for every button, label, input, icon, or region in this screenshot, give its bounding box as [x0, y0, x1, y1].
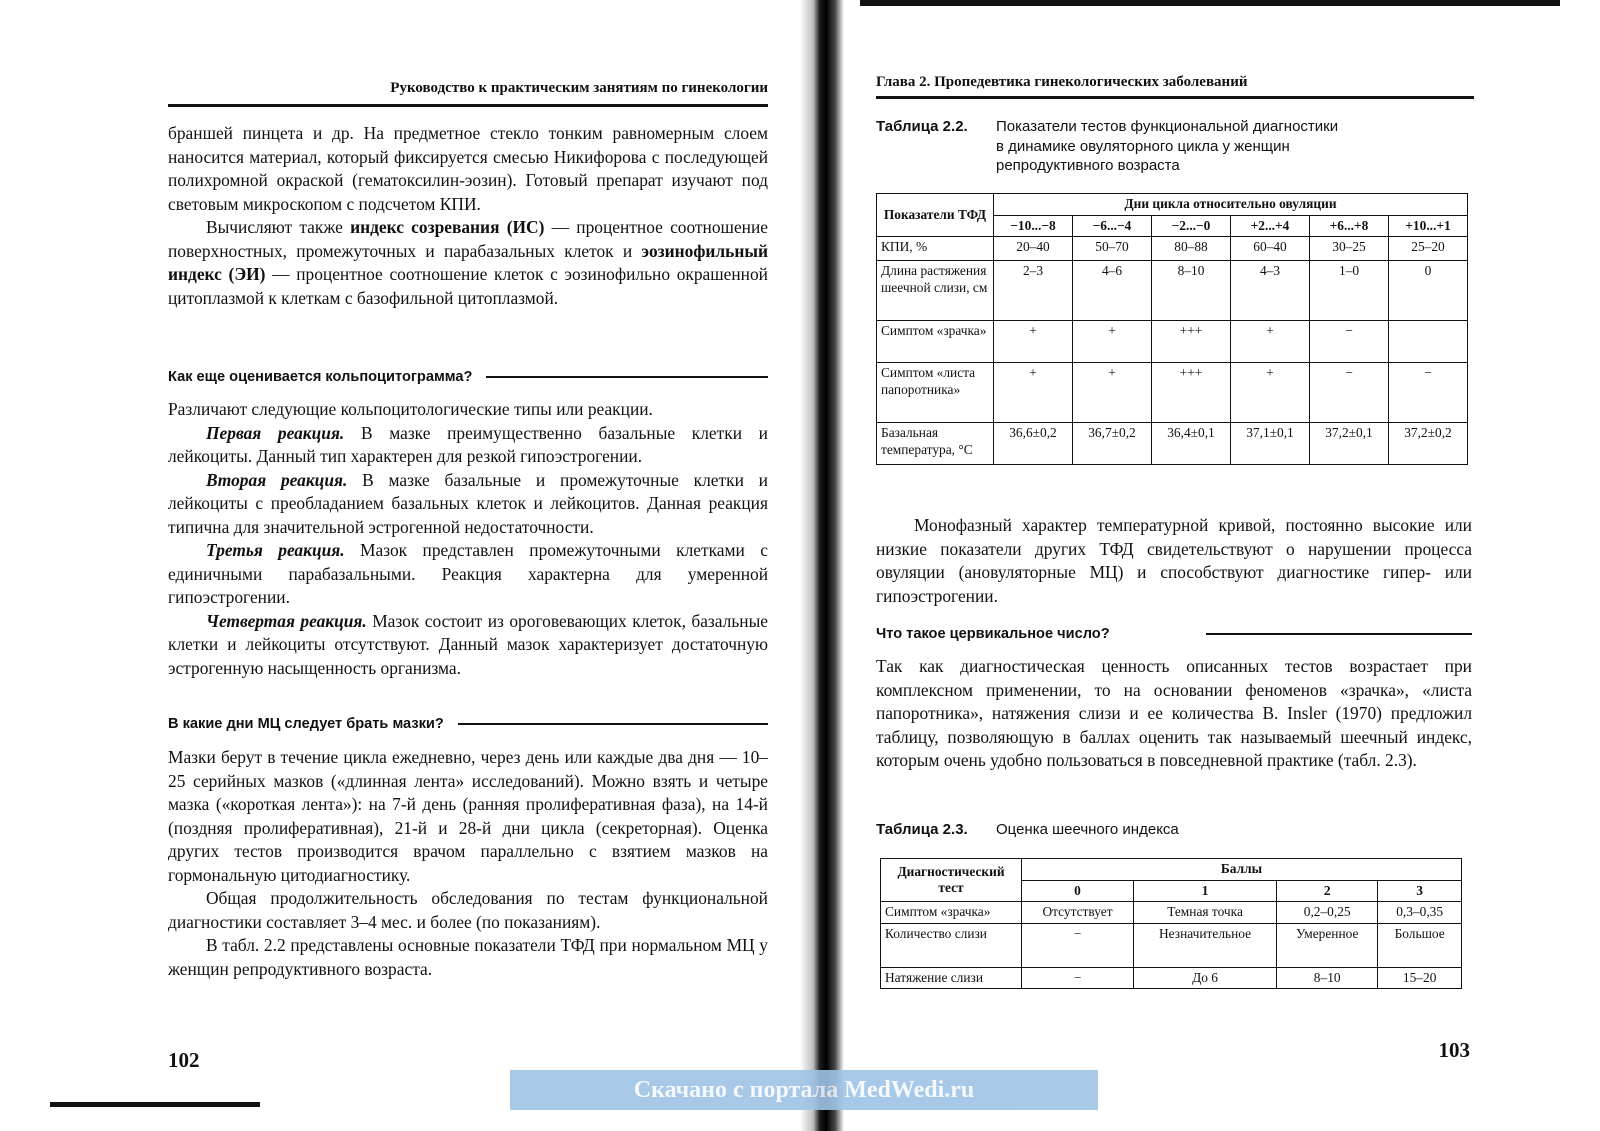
running-head: Глава 2. Пропедевтика гинекологических заболеваний [876, 74, 1248, 90]
table-cervical-index [880, 858, 1462, 989]
text-run: — процентное соотношение поверхностных, промежуточных и парабазальных клеток и [168, 217, 768, 261]
table-cell: 60–40 [1231, 237, 1310, 261]
table-row [877, 237, 1468, 261]
question-heading [168, 369, 768, 385]
reaction-title: Вторая реакция. [206, 469, 348, 490]
question-heading [876, 626, 1472, 642]
column-header: Диагностический тест [881, 859, 1022, 902]
table-cell: 4–3 [1231, 261, 1310, 321]
table-caption [876, 117, 1338, 176]
paragraph [168, 539, 768, 610]
table-cell: 0,3–0,35 [1378, 902, 1462, 924]
table-cell: − [1022, 923, 1134, 967]
question-text: Как еще оценивается кольпоцитограмма? [168, 369, 473, 385]
table-row [877, 363, 1468, 423]
table-cell: +++ [1152, 321, 1231, 363]
paragraph: браншей пинцета и др. На предметное стекло тонким равномерным слоем наносится материал, который фиксируется смесью Никифорова с последующей полихромной окраской (гематоксилин-эозин). Готовый препарат изучают под световым микроскопом с подсчетом КПИ. [168, 123, 768, 214]
table-cell: 25–20 [1389, 237, 1468, 261]
text-run: — процентное соотношение клеток с эозинофильно окрашенной цитоплазмой к клеткам с базофильной цитоплазмой. [168, 264, 768, 308]
table-row [881, 902, 1462, 924]
question-rule [458, 723, 768, 725]
table-cell: +++ [1152, 363, 1231, 423]
header-rule [168, 104, 768, 107]
row-label: Симптом «листа папоротника» [877, 363, 994, 423]
table-caption [876, 820, 1179, 840]
table-row [877, 261, 1468, 321]
table-cell: − [1022, 967, 1134, 989]
table-cell: + [1073, 363, 1152, 423]
table-cell: − [1310, 363, 1389, 423]
column-header: +6...+8 [1310, 215, 1389, 237]
question-rule [486, 376, 768, 378]
table-cell [1389, 321, 1468, 363]
row-label: Симптом «зрачка» [881, 902, 1022, 924]
table-cell: Большое [1378, 923, 1462, 967]
caption-line: Оценка шеечного индекса [996, 821, 1179, 838]
group-header: Дни цикла относительно овуляции [994, 194, 1468, 216]
table-cell: 36,7±0,2 [1073, 423, 1152, 465]
table-cell: 15–20 [1378, 967, 1462, 989]
table-cell: 8–10 [1277, 967, 1378, 989]
group-header: Баллы [1022, 859, 1462, 881]
caption-line: Показатели тестов функциональной диагностики [996, 118, 1339, 135]
table-cell: 80–88 [1152, 237, 1231, 261]
paragraph [168, 469, 768, 540]
table-cell: 0,2–0,25 [1277, 902, 1378, 924]
column-header: 1 [1134, 880, 1277, 902]
table-cell: Умеренное [1277, 923, 1378, 967]
page-number: 102 [168, 1048, 200, 1072]
table-cell: 0 [1389, 261, 1468, 321]
table-tfd [876, 193, 1468, 465]
header-rule [876, 96, 1474, 99]
paragraph [168, 610, 768, 681]
table-cell: 36,6±0,2 [994, 423, 1073, 465]
table-row [877, 423, 1468, 465]
table-cell: Темная точка [1134, 902, 1277, 924]
column-header: 3 [1378, 880, 1462, 902]
table-cell: Незначительное [1134, 923, 1277, 967]
table-cell: 4–6 [1073, 261, 1152, 321]
table-cell: 30–25 [1310, 237, 1389, 261]
question-rule [1206, 633, 1472, 635]
paragraph [168, 422, 768, 469]
table-cell: − [1389, 363, 1468, 423]
paragraph: Общая продолжительность обследования по тестам функциональной диагностики составляет 3–4 мес. и более (по показаниям). [168, 888, 768, 932]
column-header: −6...−4 [1073, 215, 1152, 237]
row-label: КПИ, % [877, 237, 994, 261]
table-cell: 2–3 [994, 261, 1073, 321]
table-number: Таблица 2.2. [876, 118, 968, 135]
table-cell: 37,2±0,2 [1389, 423, 1468, 465]
caption-line: репродуктивного возраста [996, 157, 1180, 174]
text-run: Вычисляют также [206, 217, 351, 237]
text-block-4 [876, 514, 1472, 608]
term: индекс созревания (ИС) [350, 217, 545, 237]
column-header: Показатели ТФД [877, 194, 994, 237]
row-label: Количество слизи [881, 923, 1022, 967]
text-run: Мазок представлен промежуточными клетками с единичными парабазальными. Реакция характерна для умеренной гипоэстрогении. [168, 540, 768, 607]
table-cell: 37,1±0,1 [1231, 423, 1310, 465]
table-cell: + [1073, 321, 1152, 363]
table-row [881, 967, 1462, 989]
table-cell: До 6 [1134, 967, 1277, 989]
column-header: 2 [1277, 880, 1378, 902]
paragraph: Мазки берут в течение цикла ежедневно, через день или каждые два дня — 10–25 серийных мазков («длинная лента» исследований). Можно взять и четыре мазка («короткая лента»): на 7-й день (ранняя пролиферативная фаза), на 14-й (поздняя пролиферативная), 21-й и 28-й дни цикла (секреторная). Оценка других тестов производится врачом параллельно с взятием мазков на гормональную цитодиагностику. [168, 747, 768, 885]
row-label: Базальная температура, °С [877, 423, 994, 465]
caption-line: в динамике овуляторного цикла у женщин [996, 137, 1290, 155]
question-text: В какие дни МЦ следует брать мазки? [168, 716, 444, 732]
row-label: Длина растяжения шеечной слизи, см [877, 261, 994, 321]
column-header: +2...+4 [1231, 215, 1310, 237]
reaction-title: Первая реакция. [206, 422, 345, 443]
watermark-banner: Скачано с портала MedWedi.ru [510, 1070, 1098, 1110]
column-header: 0 [1022, 880, 1134, 902]
question-heading [168, 716, 768, 732]
text-block-5 [876, 655, 1472, 773]
term: эозинофильный индекс (ЭИ) [168, 240, 768, 284]
row-label: Натяжение слизи [881, 967, 1022, 989]
running-head: Руководство к практическим занятиям по гинекологии [390, 80, 768, 96]
table-cell: + [994, 363, 1073, 423]
table-cell: Отсутствует [1022, 902, 1134, 924]
reaction-title: Третья реакция. [206, 540, 345, 560]
table-cell: − [1310, 321, 1389, 363]
table-cell: 8–10 [1152, 261, 1231, 321]
paragraph: Различают следующие кольпоцитологические типы или реакции. [168, 399, 653, 419]
text-block-3 [168, 746, 768, 981]
table-cell: 37,2±0,1 [1310, 423, 1389, 465]
table-row [881, 923, 1462, 967]
table-cell: 20–40 [994, 237, 1073, 261]
table-cell: 1–0 [1310, 261, 1389, 321]
table-cell: + [1231, 363, 1310, 423]
text-block-2 [168, 398, 768, 680]
reaction-title: Четвертая реакция. [206, 610, 367, 631]
table-number: Таблица 2.3. [876, 821, 968, 838]
page-bottom-edge [50, 1102, 260, 1107]
paragraph: Так как диагностическая ценность описанных тестов возрастает при комплексном применении, то на основании феноменов «зрачка», «листа папоротника», натяжения слизи и ее количества В. Insler (1970) предложил таблицу, позволяющую в баллах оценить так называемый шеечный индекс, которым очень удобно пользоваться в повседневной практике (табл. 2.3). [876, 656, 1472, 770]
text-run: Мазок состоит из ороговевающих клеток, базальные клетки и лейкоциты отсутствуют. Данный мазок характеризует достаточную эстрогенную насыщенность организма. [168, 610, 768, 678]
column-header: −10...−8 [994, 215, 1073, 237]
table-cell: 36,4±0,1 [1152, 423, 1231, 465]
table-cell: + [1231, 321, 1310, 363]
table-cell: 50–70 [1073, 237, 1152, 261]
column-header: −2...−0 [1152, 215, 1231, 237]
text-run: В мазке базальные и промежуточные клетки и лейкоциты с преобладанием базальных клеток и лейкоцитов. Данная реакция типична для значительной эстрогенной недостаточности. [168, 469, 768, 537]
text-run: В мазке преимущественно базальные клетки и лейкоциты. Данный тип характерен для резкой гипоэстрогении. [168, 422, 768, 466]
book-gutter-shadow [800, 0, 844, 1131]
page-number: 103 [1438, 1038, 1470, 1062]
row-label: Симптом «зрачка» [877, 321, 994, 363]
page-top-edge [860, 0, 1560, 6]
text-block-1 [168, 122, 768, 310]
table-row [877, 321, 1468, 363]
paragraph [168, 216, 768, 310]
table-cell: + [994, 321, 1073, 363]
paragraph: Монофазный характер температурной кривой, постоянно высокие или низкие показатели других ТФД свидетельствуют о нарушении процесса овуляции (ановуляторные МЦ) и способствуют диагностике гипер- или гипоэстрогении. [876, 515, 1472, 606]
column-header: +10...+1 [1389, 215, 1468, 237]
paragraph: В табл. 2.2 представлены основные показатели ТФД при нормальном МЦ у женщин репродуктивного возраста. [168, 935, 768, 979]
question-text: Что такое цервикальное число? [876, 626, 1110, 642]
